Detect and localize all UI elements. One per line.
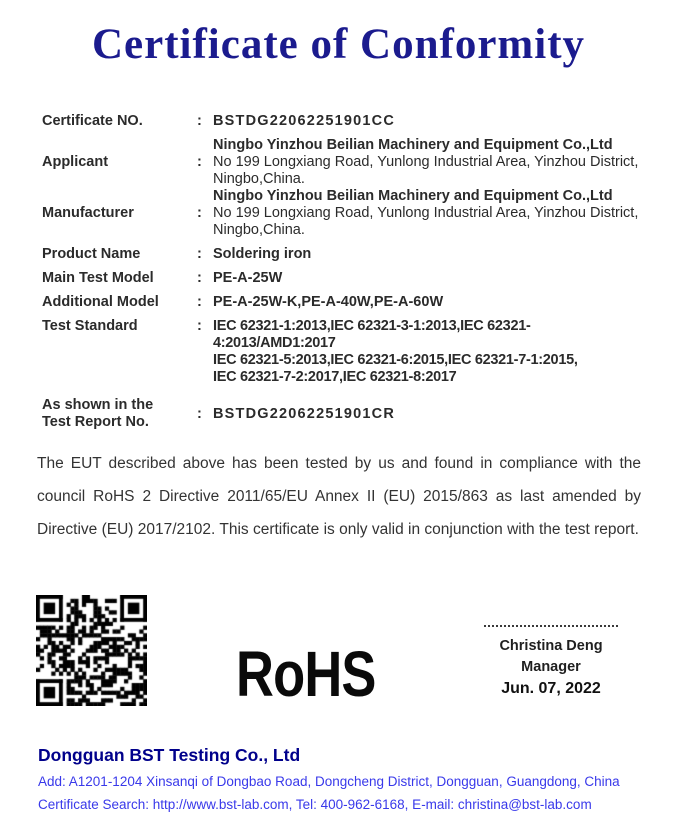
signature-block: [484, 625, 618, 700]
row-product-name: [42, 246, 647, 263]
footer-company-name: Dongguan BST Testing Co., Ltd: [38, 745, 301, 765]
signature-date: Jun. 07, 2022: [501, 680, 601, 697]
test-standard-value: [213, 318, 647, 386]
test-standard-label: Test Standard: [42, 318, 138, 334]
main-test-model-label: Main Test Model: [42, 270, 154, 286]
row-applicant: [42, 137, 647, 188]
compliance-statement: The EUT described above has been tested by us and found in compliance with the council RoHS 2 Directive 2011/65/EU Annex II (EU) 2015/863 as last amended by Directive (EU) 2017/2102. This certificate is only valid in conjunction with the test report.: [37, 455, 641, 538]
applicant-value: [213, 137, 647, 188]
product-name-value: Soldering iron: [213, 246, 312, 262]
test-standard-line2: IEC 62321-5:2013,IEC 62321-6:2015,IEC 62321-7-1:2015,: [213, 352, 578, 368]
additional-model-value: PE-A-25W-K,PE-A-40W,PE-A-60W: [213, 294, 444, 310]
test-standard-line1: IEC 62321-1:2013,IEC 62321-3-1:2013,IEC 62321-4:2013/AMD1:2017: [213, 318, 531, 351]
row-manufacturer: [42, 188, 647, 239]
test-report-no-label: [42, 397, 197, 431]
colon-separator: :: [197, 113, 202, 129]
footer: [38, 745, 647, 820]
manufacturer-company: Ningbo Yinzhou Beilian Machinery and Equipment Co.,Ltd: [213, 188, 613, 204]
applicant-company: Ningbo Yinzhou Beilian Machinery and Equipment Co.,Ltd: [213, 137, 613, 153]
footer-address: Add: A1201-1204 Xinsanqi of Dongbao Road, Dongcheng District, Dongguan, Guangdong, China: [38, 774, 620, 789]
qr-code: [36, 595, 147, 706]
applicant-address-line1: No 199 Longxiang Road, Yunlong Industrial Area, Yinzhou District,: [213, 154, 639, 170]
test-report-no-value: BSTDG22062251901CR: [213, 405, 395, 422]
colon-separator: :: [197, 294, 202, 310]
test-report-no-label-line1: As shown in the: [42, 397, 154, 413]
row-additional-model: [42, 294, 647, 311]
certificate-title: Certificate of Conformity: [91, 21, 586, 68]
colon-separator: :: [197, 154, 202, 170]
colon-separator: :: [197, 270, 202, 286]
certificate-details: [42, 113, 647, 431]
certificate-no-label: Certificate NO.: [42, 113, 143, 129]
row-certificate-no: [42, 113, 647, 130]
signature-dotted-line: [484, 625, 618, 627]
signer-role: Manager: [521, 659, 581, 675]
colon-separator: :: [197, 405, 202, 422]
test-report-no-label-line2: Test Report No.: [42, 414, 149, 430]
manufacturer-address-line2: Ningbo,China.: [213, 222, 305, 238]
signer-name: Christina Deng: [499, 638, 603, 654]
row-main-test-model: [42, 270, 647, 287]
row-test-report-no: [42, 397, 647, 431]
manufacturer-address-line1: No 199 Longxiang Road, Yunlong Industrial Area, Yinzhou District,: [213, 205, 639, 221]
colon-separator: :: [197, 246, 202, 262]
colon-separator: :: [197, 205, 202, 221]
row-test-standard: [42, 318, 647, 386]
applicant-address-line2: Ningbo,China.: [213, 171, 305, 187]
footer-contact: Certificate Search: http://www.bst-lab.com, Tel: 400-962-6168, E-mail: christina@bst-lab.com: [38, 797, 592, 812]
manufacturer-label: Manufacturer: [42, 205, 134, 221]
additional-model-label: Additional Model: [42, 294, 159, 310]
main-test-model-value: PE-A-25W: [213, 270, 283, 286]
applicant-label: Applicant: [42, 154, 109, 170]
colon-separator: :: [197, 318, 202, 334]
product-name-label: Product Name: [42, 246, 141, 262]
manufacturer-value: [213, 188, 647, 239]
rohs-mark: RoHS: [236, 638, 376, 710]
certificate-no-value: BSTDG22062251901CC: [213, 113, 395, 129]
test-standard-line3: IEC 62321-7-2:2017,IEC 62321-8:2017: [213, 369, 457, 385]
